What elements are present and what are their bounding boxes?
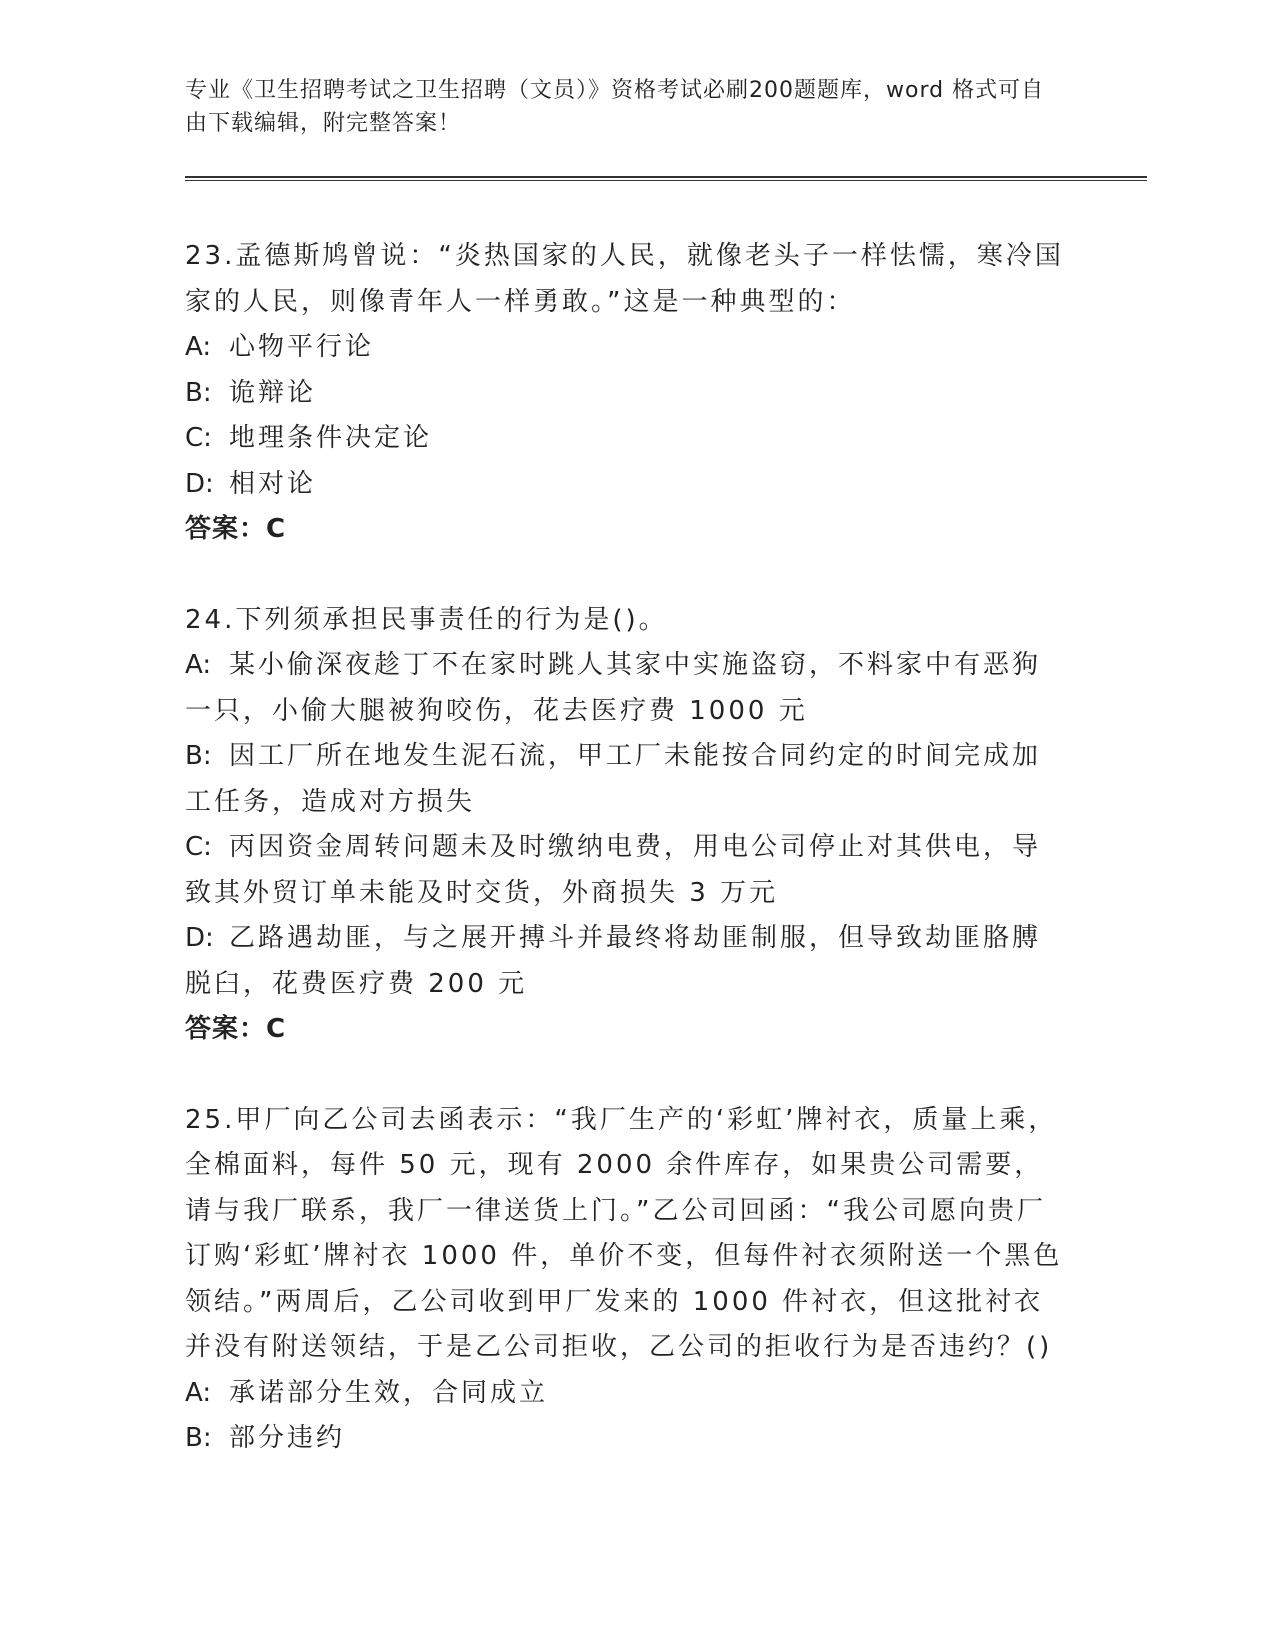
option-text: 诡辩论 (229, 377, 317, 408)
option-b (185, 1416, 1065, 1462)
option-d (185, 462, 1065, 508)
option-key: B: (185, 1423, 212, 1453)
option-text: 相对论 (229, 468, 317, 499)
option-key: C: (185, 832, 212, 862)
option-key: A: (185, 332, 212, 362)
option-text: 丙因资金周转问题未及时缴纳电费，用电公司停止对其供电，导致其外贸订单未能及时交货，外商损失 3 万元 (185, 832, 1042, 908)
option-text: 某小偷深夜趁丁不在家时跳人其家中实施盗窃，不料家中有恶狗一只，小偷大腿被狗咬伤，花去医疗费 1000 元 (185, 650, 1042, 726)
option-text: 地理条件决定论 (229, 423, 433, 453)
option-a (185, 1371, 1065, 1417)
option-text: 承诺部分生效，合同成立 (229, 1377, 549, 1408)
option-b (185, 734, 1065, 825)
question-25 (185, 1098, 1065, 1462)
option-key: A: (185, 650, 212, 680)
question-stem: 23.孟德斯鸠曾说：“炎热国家的人民，就像老头子一样怯懦，寒冷国家的人民，则像青年人一样勇敢。”这是一种典型的： (185, 241, 1064, 317)
option-a (185, 643, 1065, 734)
option-key: B: (185, 741, 212, 771)
option-key: A: (185, 1377, 212, 1408)
option-key: D: (185, 468, 214, 499)
question-23 (185, 234, 1065, 553)
option-c (185, 416, 1065, 462)
question-stem: 24.下列须承担民事责任的行为是()。 (185, 604, 668, 635)
question-24 (185, 598, 1065, 1053)
answer-line: 答案：C (185, 514, 287, 544)
option-text: 因工厂所在地发生泥石流，甲工厂未能按合同约定的时间完成加工任务，造成对方损失 (185, 741, 1042, 817)
question-stem: 25.甲厂向乙公司去函表示：“我厂生产的‘彩虹’牌衬衣，质量上乘，全棉面料，每件 50 元，现有 2000 余件库存，如果贵公司需要，请与我厂联系，我厂一律送货上门。”乙公司回函：“我公司愿向贵厂订购‘彩虹’牌衬衣 1000 件，单价不变，但每件衬衣须附送一个黑色领结。”两周后，乙公司收到甲厂发来的 1000 件衬衣，但这批衬衣并没有附送领结，于是乙公司拒收，乙公司的拒收行为是否违约？() (185, 1104, 1063, 1362)
option-key: B: (185, 377, 212, 408)
document-header: 专业《卫生招聘考试之卫生招聘（文员）》资格考试必刷200题题库，word 格式可自由下载编辑，附完整答案！ (185, 78, 1045, 136)
option-text: 乙路遇劫匪，与之展开搏斗并最终将劫匪制服，但导致劫匪胳膊脱臼，花费医疗费 200 元 (185, 923, 1042, 999)
option-c (185, 825, 1065, 916)
option-key: C: (185, 423, 212, 453)
option-key: D: (185, 923, 214, 953)
header-divider (185, 176, 1147, 181)
answer-line: 答案：C (185, 1014, 287, 1044)
option-d (185, 916, 1065, 1007)
option-text: 部分违约 (229, 1423, 346, 1453)
option-b (185, 371, 1065, 417)
option-a (185, 325, 1065, 371)
option-text: 心物平行论 (229, 332, 375, 362)
question-list (185, 234, 1065, 1507)
